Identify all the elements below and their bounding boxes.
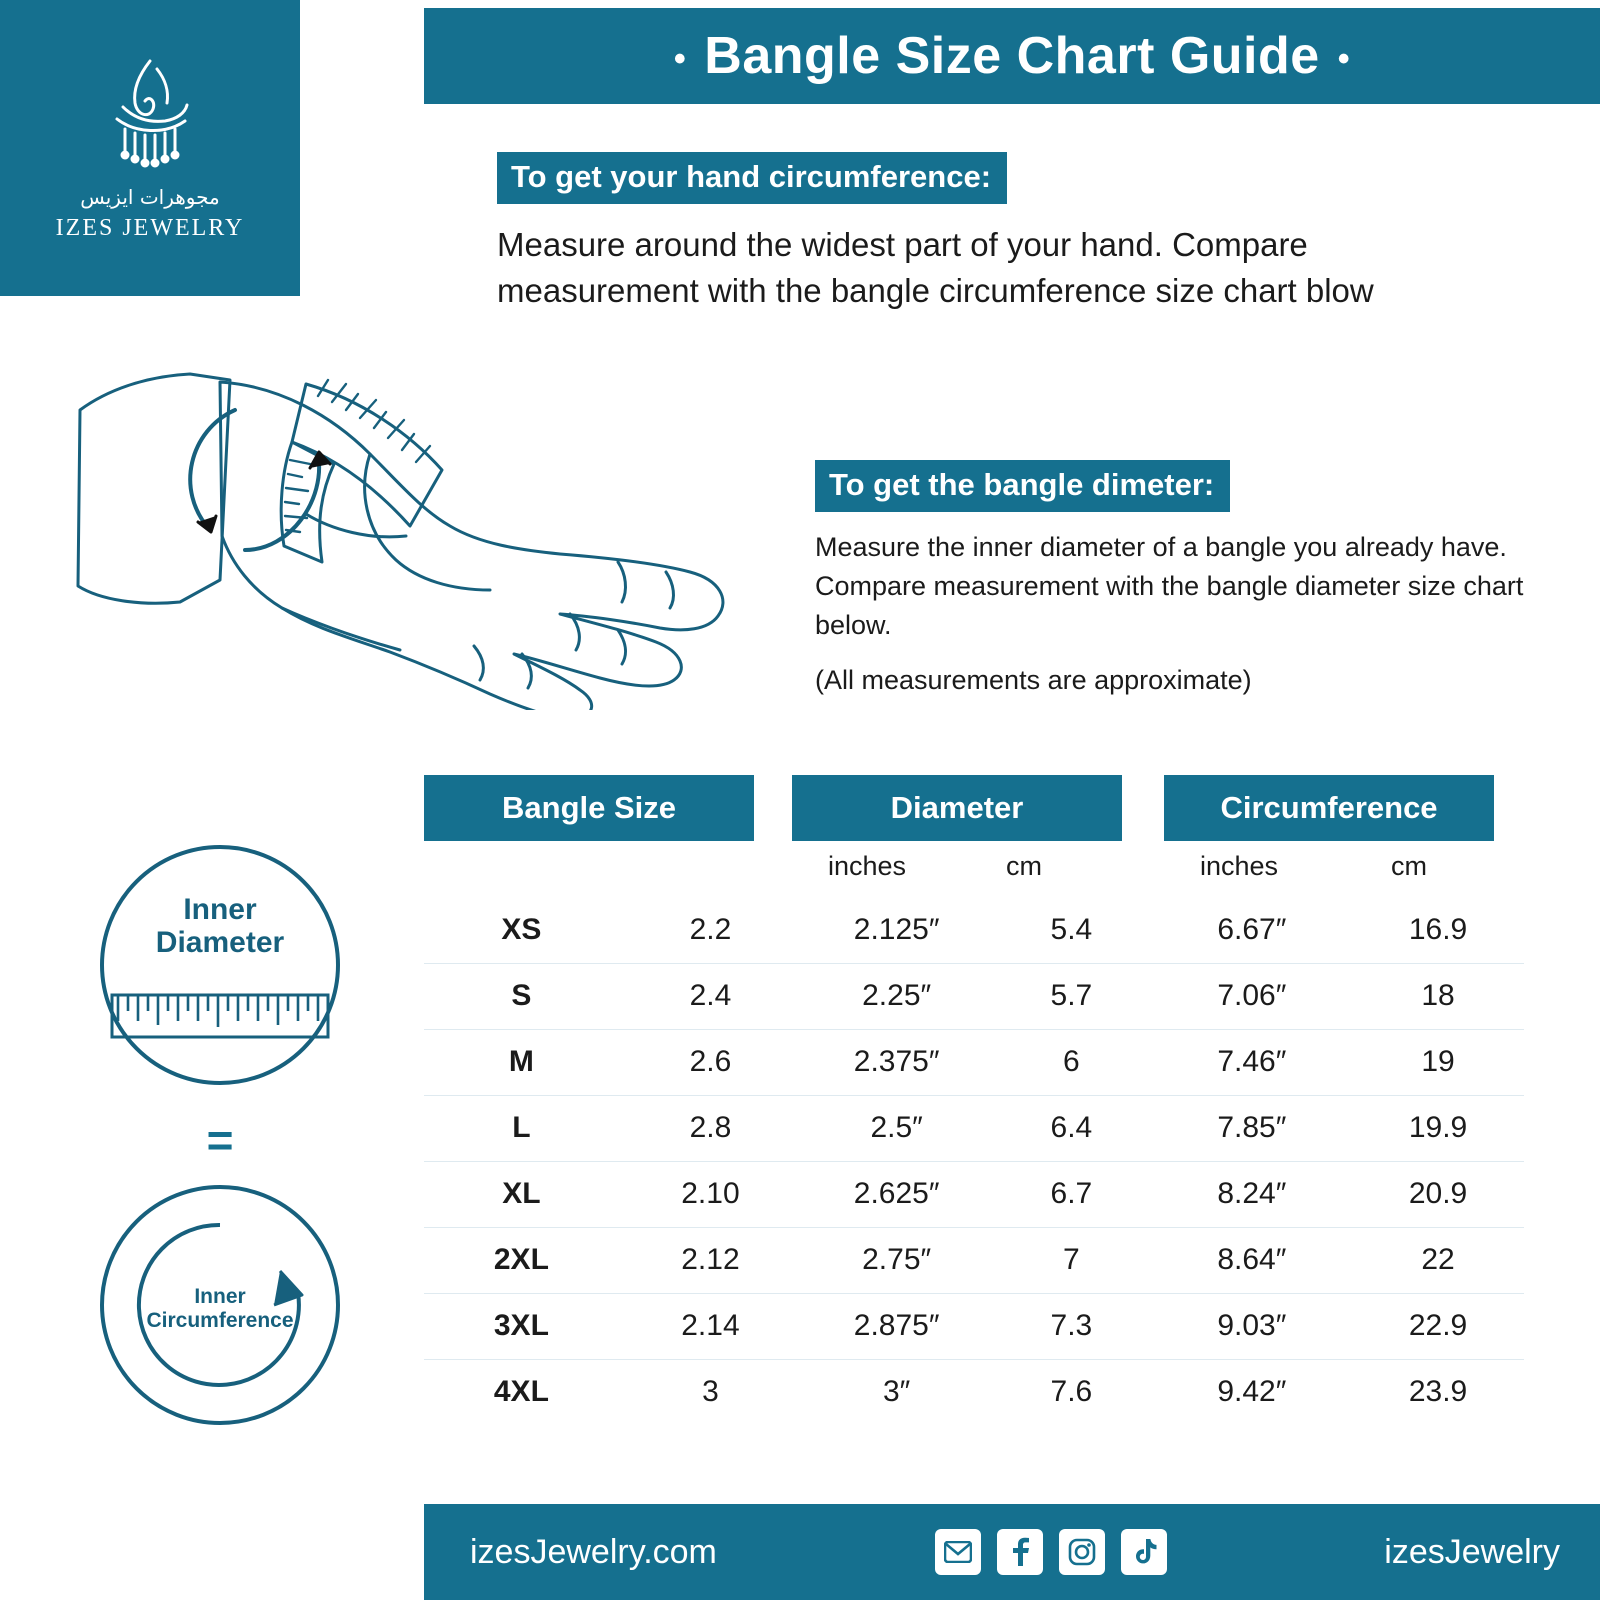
- inner-circumference-label: [70, 1285, 370, 1333]
- instruction-bangle-diameter: [815, 460, 1555, 696]
- instruction-2-body: Measure the inner diameter of a bangle you already have. Compare measurement with the bangle diameter size chart below.: [815, 532, 1524, 641]
- cell-size: M: [424, 1029, 619, 1095]
- cell-diameter-inches: 2.25″: [802, 963, 991, 1029]
- cell-diameter-inches: 2.375″: [802, 1029, 991, 1095]
- cell-circumference-cm: 23.9: [1408, 1375, 1468, 1409]
- social-links: [935, 1529, 1167, 1575]
- cell-size: 3XL: [424, 1293, 619, 1359]
- cell-size: 2XL: [424, 1227, 619, 1293]
- instruction-2-note: (All measurements are approximate): [815, 665, 1252, 696]
- equals-sign: =: [206, 1114, 234, 1166]
- table-row: [424, 897, 1524, 963]
- header-bangle-size: Bangle Size: [424, 775, 754, 841]
- cell-code: 2.2: [619, 897, 802, 963]
- cell-circumference-inches: 8.24″: [1152, 1161, 1353, 1227]
- header-circumference: Circumference: [1164, 775, 1494, 841]
- title-bullet-right: •: [1337, 39, 1351, 78]
- diameter-circumference-diagram: [70, 845, 370, 1465]
- unit-circumference-inches: inches: [1199, 851, 1279, 881]
- cell-circumference-cm: 22.9: [1352, 1293, 1524, 1359]
- calligraphy-logo-icon: [95, 55, 205, 175]
- cell-circumference-cm: 22: [1352, 1227, 1524, 1293]
- cell-diameter-inches: 2.875″: [802, 1293, 991, 1359]
- cell-size: L: [424, 1095, 619, 1161]
- header-diameter: Diameter: [792, 775, 1122, 841]
- cell-code: 2.10: [619, 1161, 802, 1227]
- table-unit-row: [424, 841, 1524, 897]
- cell-circumference-inches: 7.06″: [1152, 963, 1353, 1029]
- inner-diameter-label-line2: Diameter: [155, 926, 285, 959]
- unit-diameter-cm: cm: [1006, 851, 1042, 881]
- cell-code: 2.4: [619, 963, 802, 1029]
- cell-diameter-cm: 6.7: [991, 1161, 1151, 1227]
- footer-handle: izesJewelry: [1384, 1532, 1560, 1571]
- cell-diameter-cm: 7: [991, 1227, 1151, 1293]
- cell-diameter-cm: 5.4: [991, 897, 1151, 963]
- cell-code: 2.8: [619, 1095, 802, 1161]
- cell-diameter-inches: 2.5″: [802, 1095, 991, 1161]
- cell-diameter-inches: 2.125″: [802, 897, 991, 963]
- inner-circumference-label-line1: Inner: [194, 1285, 246, 1308]
- cell-circumference-cm: 18: [1352, 963, 1524, 1029]
- cell-circumference-inches: 7.46″: [1152, 1029, 1353, 1095]
- table-row: [424, 1359, 1524, 1425]
- cell-diameter-cm: 5.7: [991, 963, 1151, 1029]
- table-row: [424, 1227, 1524, 1293]
- instruction-hand-circumference: [497, 152, 1497, 314]
- table-row: [424, 1095, 1524, 1161]
- cell-circumference-cm: 16.9: [1352, 897, 1524, 963]
- cell-circumference-inches: 7.85″: [1152, 1095, 1353, 1161]
- inner-circumference-label-line2: Circumference: [146, 1309, 294, 1333]
- table-row: [424, 1029, 1524, 1095]
- cell-circumference-inches: 9.03″: [1152, 1293, 1353, 1359]
- cell-diameter-inches: 3″: [882, 1375, 911, 1409]
- table-row: [424, 1293, 1524, 1359]
- instagram-icon[interactable]: [1059, 1529, 1105, 1575]
- instruction-2-heading: To get the bangle dimeter:: [815, 460, 1230, 512]
- title-bullet-left: •: [673, 39, 687, 78]
- instruction-1-heading: To get your hand circumference:: [497, 152, 1007, 204]
- email-icon[interactable]: [935, 1529, 981, 1575]
- cell-size: XS: [424, 897, 619, 963]
- size-chart-table: [424, 775, 1524, 1425]
- cell-diameter-cm: 6.4: [991, 1095, 1151, 1161]
- cell-size: 4XL: [493, 1375, 549, 1409]
- page-title-bar: [424, 8, 1600, 104]
- cell-code: 2.12: [619, 1227, 802, 1293]
- cell-circumference-cm: 19.9: [1352, 1095, 1524, 1161]
- page-title: [656, 26, 1368, 86]
- footer-website[interactable]: izesJewelry.com: [470, 1532, 717, 1571]
- cell-code: 2.14: [619, 1293, 802, 1359]
- inner-diameter-label: [70, 893, 370, 959]
- table-header-row: [424, 775, 1524, 841]
- cell-diameter-cm: 7.3: [991, 1293, 1151, 1359]
- brand-english-name: IZES JEWELRY: [55, 214, 245, 241]
- inner-diameter-label-line1: Inner: [183, 893, 257, 926]
- cell-diameter-cm: 7.6: [1050, 1375, 1093, 1409]
- tiktok-icon[interactable]: [1121, 1529, 1167, 1575]
- cell-code: 2.6: [619, 1029, 802, 1095]
- table-row: [424, 1161, 1524, 1227]
- cell-diameter-inches: 2.75″: [802, 1227, 991, 1293]
- cell-size: XL: [424, 1161, 619, 1227]
- hand-with-measuring-tape-icon: [70, 350, 770, 710]
- cell-circumference-inches: 9.42″: [1217, 1375, 1287, 1409]
- cell-circumference-cm: 19: [1352, 1029, 1524, 1095]
- cell-code: 3: [702, 1375, 719, 1409]
- size-rows-table: [424, 897, 1524, 1425]
- brand-logo-block: [0, 0, 300, 296]
- cell-circumference-inches: 8.64″: [1152, 1227, 1353, 1293]
- cell-circumference-cm: 20.9: [1352, 1161, 1524, 1227]
- inner-diameter-circle-icon: [70, 845, 370, 1105]
- cell-circumference-inches: 6.67″: [1152, 897, 1353, 963]
- cell-diameter-cm: 6: [991, 1029, 1151, 1095]
- unit-circumference-cm: cm: [1391, 851, 1427, 881]
- facebook-icon[interactable]: [997, 1529, 1043, 1575]
- cell-diameter-inches: 2.625″: [802, 1161, 991, 1227]
- table-row: [424, 963, 1524, 1029]
- cell-size: S: [424, 963, 619, 1029]
- unit-diameter-inches: inches: [827, 851, 907, 881]
- instruction-1-body: Measure around the widest part of your hand. Compare measurement with the bangle circumference size chart blow: [497, 226, 1374, 310]
- brand-arabic-name: مجوهرات ايزيس: [80, 184, 220, 209]
- page-title-text: Bangle Size Chart Guide: [704, 27, 1320, 85]
- footer-bar: [424, 1504, 1600, 1600]
